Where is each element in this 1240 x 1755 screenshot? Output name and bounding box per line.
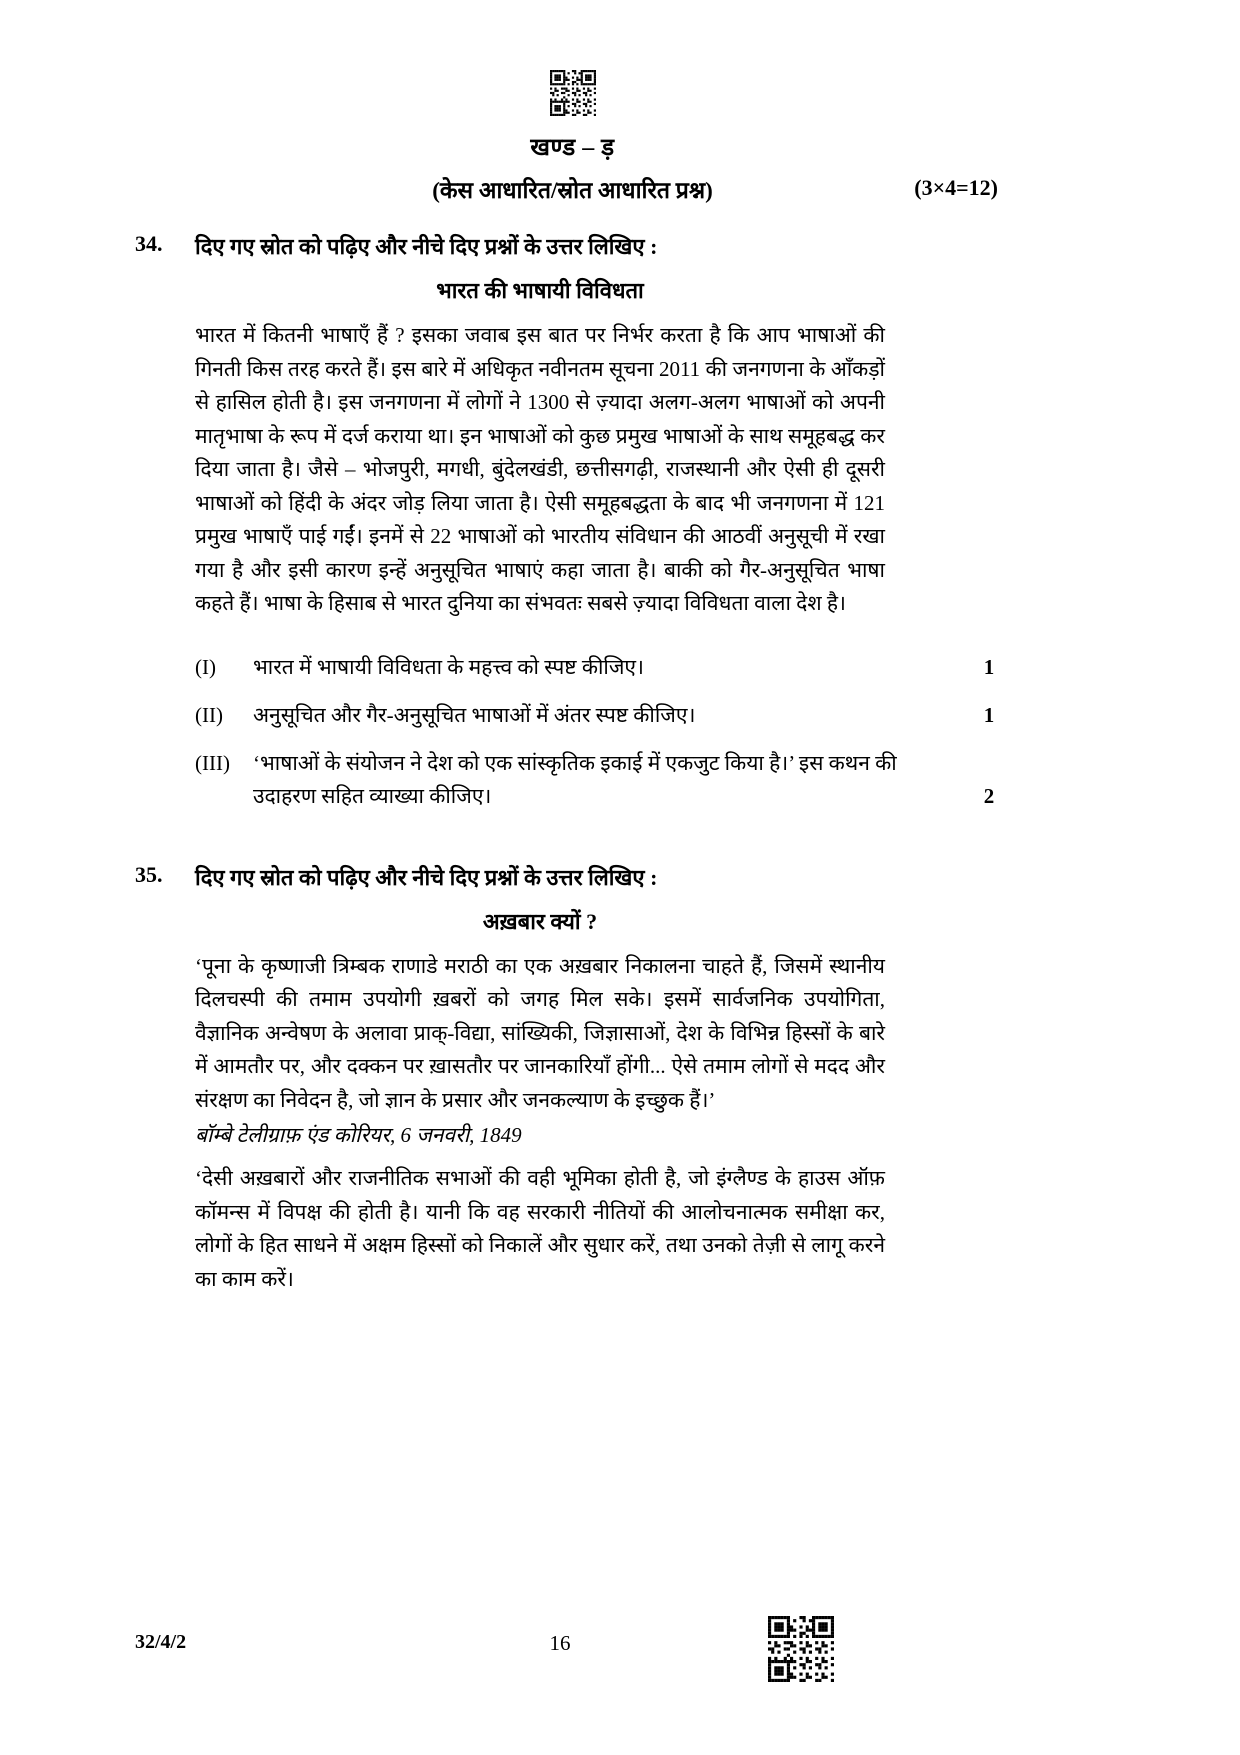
section-marks: (3×4=12)	[914, 175, 998, 200]
sub-question-2	[195, 699, 1010, 732]
source-passage-2: ‘देसी अख़बारों और राजनीतिक सभाओं की वही भूमिका होती है, जो इंग्लैण्ड के हाउस ऑफ़ कॉमन्स में विपक्ष की होती है। यानी कि वह सरकारी नीतियों की आलोचनात्मक समीक्षा कर, लोगों के हित साधने में अक्षम हिस्सों को निकालें और सुधार करें, तथा उनको तेज़ी से लागू करने का काम करें।	[195, 1166, 885, 1291]
sub-question-list	[195, 651, 1010, 813]
sub-question-marks: 2	[983, 783, 995, 808]
question-number: 35.	[135, 861, 163, 887]
source-passage: ‘पूना के कृष्णाजी त्रिम्बक राणाडे मराठी का एक अख़बार निकालना चाहते हैं, जिसमें स्थानीय दिलचस्पी की तमाम उपयोगी ख़बरों को जगह मिल सके। इसमें सार्वजनिक उपयोगिता, वैज्ञानिक अन्वेषण के अलावा प्राक्-विद्या, सांख्यिकी, जिज्ञासाओं, देश के विभिन्न हिस्सों के बारे में आमतौर पर, और दक्कन पर ख़ासतौर पर जानकारियाँ होंगी... ऐसे तमाम लोगों से मदद और संरक्षण का निवेदन है, जो ज्ञान के प्रसार और जनकल्याण के इच्छुक हैं।’	[195, 953, 885, 1112]
question-35	[135, 862, 1010, 1297]
section-subheading-row	[135, 173, 1010, 205]
sub-question-text: भारत में भाषायी विविधता के महत्त्व को स्पष्ट कीजिए।	[253, 654, 644, 679]
section-subheading: (केस आधारित/स्रोत आधारित प्रश्न)	[432, 178, 713, 203]
question-number: 34.	[135, 231, 163, 256]
sub-question-marks: 1	[983, 654, 995, 679]
sub-question-label: (I)	[195, 654, 216, 679]
sub-question-label: (III)	[195, 750, 230, 775]
question-intro: दिए गए स्रोत को पढ़िए और नीचे दिए प्रश्नों के उत्तर लिखिए :	[195, 234, 658, 259]
section-heading: खण्ड – ड़	[530, 135, 615, 161]
page-content	[135, 70, 1010, 1330]
qr-code-icon	[550, 70, 596, 116]
qr-code-icon	[768, 1616, 834, 1682]
sub-question-label: (II)	[195, 702, 223, 727]
source-title: भारत की भाषायी विविधता	[436, 278, 644, 303]
source-passage: भारत में कितनी भाषाएँ हैं ? इसका जवाब इस बात पर निर्भर करता है कि आप भाषाओं की गिनती किस तरह करते हैं। इस बारे में अधिकृत नवीनतम सूचना 2011 की जनगणना के आँकड़ों से हासिल होती है। इस जनगणना में लोगों ने 1300 से ज़्यादा अलग-अलग भाषाओं को अपनी मातृभाषा के रूप में दर्ज कराया था। इन भाषाओं को कुछ प्रमुख भाषाओं के साथ समूहबद्ध कर दिया जाता है। जैसे – भोजपुरी, मगधी, बुंदेलखंडी, छत्तीसगढ़ी, राजस्थानी और ऐसी ही दूसरी भाषाओं को हिंदी के अंदर जोड़ लिया जाता है। ऐसी समूहबद्धता के बाद भी जनगणना में 121 प्रमुख भाषाएँ पाई गईं। इनमें से 22 भाषाओं को भारतीय संविधान की आठवीं अनुसूची में रखा गया है और इसी कारण इन्हें अनुसूचित भाषाएं कहा जाता है। बाकी को गैर-अनुसूचित भाषा कहते हैं। भाषा के हिसाब से भारत दुनिया का संभवतः सबसे ज़्यादा विविधता वाला देश है।	[195, 323, 885, 615]
paper-code: 32/4/2	[135, 1631, 187, 1653]
question-intro: दिए गए स्रोत को पढ़िए और नीचे दिए प्रश्नों के उत्तर लिखिए :	[195, 864, 658, 890]
sub-question-1	[195, 651, 1010, 684]
question-34	[135, 231, 1010, 828]
source-title: अख़बार क्यों ?	[482, 908, 598, 934]
sub-question-text: ‘भाषाओं के संयोजन ने देश को एक सांस्कृतिक इकाई में एकजुट किया है।’ इस कथन की उदाहरण सहित व्याख्या कीजिए।	[253, 750, 897, 808]
sub-question-text: अनुसूचित और गैर-अनुसूचित भाषाओं में अंतर स्पष्ट कीजिए।	[253, 702, 696, 727]
sub-question-3	[195, 747, 1010, 813]
sub-question-marks: 1	[983, 702, 995, 727]
source-citation: बॉम्बे टेलीग्राफ़ एंड कोरियर, 6 जनवरी, 1849	[195, 1123, 522, 1147]
page-number: 16	[549, 1631, 571, 1655]
